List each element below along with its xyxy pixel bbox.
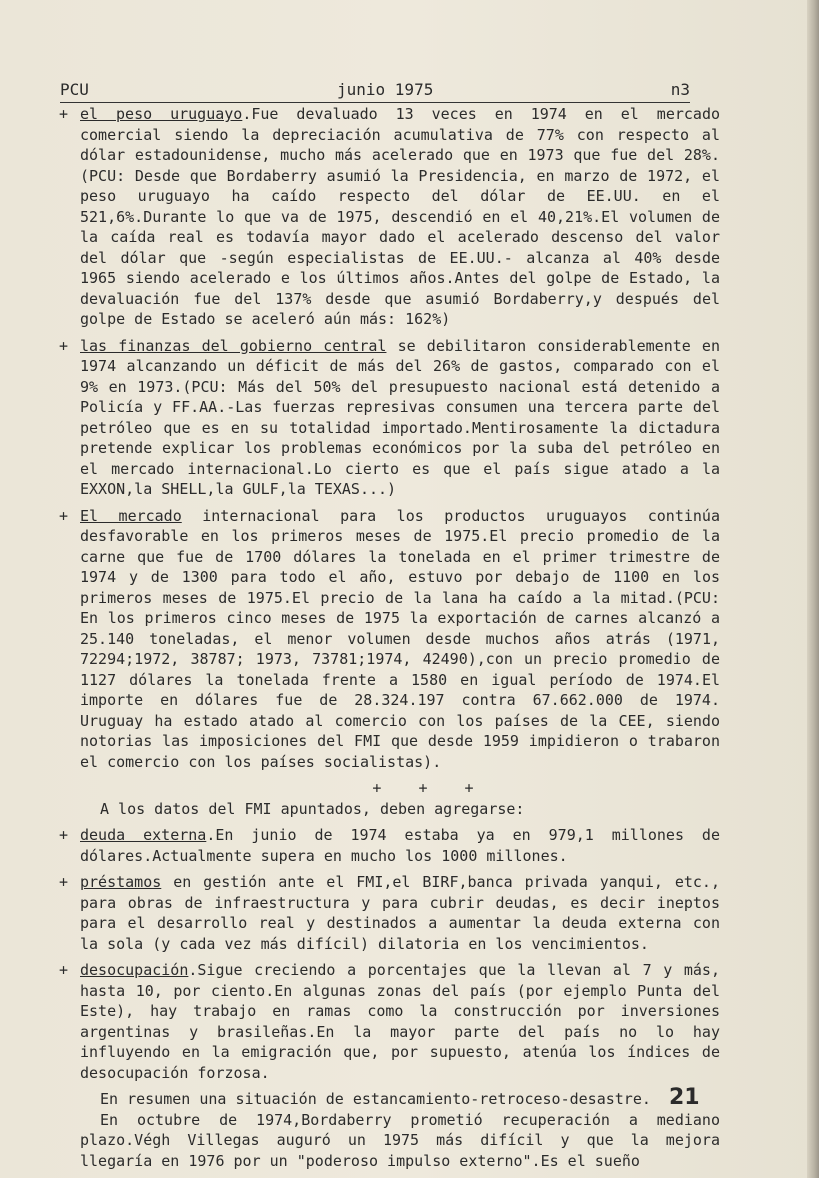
list-item	[59, 104, 720, 330]
item-lead: desocupación	[80, 961, 189, 979]
page-edge	[807, 0, 819, 1178]
closing-line: En resumen una situación de estancamiento-retroceso-desastre.	[100, 1090, 651, 1108]
item-lead: el peso uruguayo	[80, 105, 243, 123]
intro-line: A los datos del FMI apuntados, deben agregarse:	[100, 799, 525, 818]
item-text: se debilitaron considerablemente en 1974 alcanzando un déficit de más del 26% de gastos, comparado con el 9% en 1973.(PCU: Más del 50% del presupuesto nacional está detenido a Policía y FF.AA.-Las fuerzas represivas consumen una tercera parte del petróleo que es en su totalidad importado.Mentirosamente la dictadura pretende explicar los problemas económicos por la suba del petróleo en el mercado internacional.Lo cierto es que el país sigue atado a la EXXON,la SHELL,la GULF,la TEXAS...)	[80, 336, 720, 498]
page-number: 21	[669, 1085, 700, 1110]
bullet-plus: +	[59, 961, 69, 979]
item-lead: préstamos	[80, 873, 162, 891]
item-text: internacional para los productos uruguayos continúa desfavorable en los primeros meses de 1975.El precio promedio de la carne que fue de 1700 dólares la tonelada en el primer trimestre de 1974 y de 1300 para todo el año, estuvo por debajo de 1100 en los primeros meses de 1975.El precio de la lana ha caído a la mitad.(PCU: En los primeros cinco meses de 1975 la exportación de carnes alcanzó a 25.140 toneladas, el menor volumen desde muchos años atrás (1971, 72294;1972, 38787; 1973, 73781;1974, 42490),con un precio promedio de 1127 dólares la tonelada frente a 1580 en igual período de 1974.El importe en dólares fue de 28.324.197 contra 67.662.000 de 1974. Uruguay ha estado atado al comercio con los países de la CEE, siendo notorias las imposiciones del FMI que desde 1959 impidieron o trabaron el comercio con los países socialistas).	[80, 506, 720, 771]
item-lead: las finanzas del gobierno central	[80, 336, 387, 355]
item-text: en gestión ante el FMI,el BIRF,banca privada yanqui, etc., para obras de infraestructura y para cubrir deudas, es decir ineptos para el desarrollo real y destinados a aumentar la deuda externa con la sola (y cada vez más difícil) dilatoria en los vencimientos.	[80, 873, 720, 953]
list-item	[59, 872, 720, 954]
bullet-plus: +	[59, 826, 69, 844]
header-date: junio 1975	[337, 80, 434, 99]
section-separator: + + +	[372, 779, 488, 797]
page-header	[60, 80, 690, 103]
list-item	[59, 506, 720, 773]
item-text: .Sigue creciendo a porcentajes que la llevan al 7 y más, hasta 10, por ciento.En algunas zonas del país (por ejemplo Punta del Este), hay trabajo en ramas como la construcción por inversiones argentinas y brasileñas.En la mayor parte del país no lo hay influyendo en la emigración que, por supuesto, atenúa los índices de desocupación forzosa.	[80, 961, 720, 1082]
header-left: PCU	[60, 80, 89, 99]
list-item	[59, 825, 720, 866]
item-lead: El mercado	[80, 506, 182, 525]
bullet-plus: +	[59, 105, 69, 123]
item-text: .Fue devaluado 13 veces en 1974 en el mercado comercial siendo la depreciación acumulativa de 77% con respecto al dólar estadounidense, mucho más acelerado que en 1973 que fue del 28%.(PCU: Desde que Bordaberry asumió la Presidencia, en marzo de 1972, el peso uruguayo ha caído respecto del dólar de EE.UU. en el 521,6%.Durante lo que va de 1975, descendió en el 40,21%.El volumen de la caída real es todavía mayor dado el acelerado descenso del valor del dólar que -según especialistas de EE.UU.- alcanza al 40% desde 1965 siendo acelerado e los últimos años.Antes del golpe de Estado, la devaluación fue del 137% desde que asumió Bordaberry,y después del golpe de Estado se aceleró aún más: 162%)	[80, 105, 720, 328]
bullet-plus: +	[59, 873, 69, 891]
bullet-plus: +	[59, 336, 69, 355]
bullet-plus: +	[59, 506, 69, 525]
list-item	[59, 960, 720, 1083]
document-body	[59, 104, 720, 1177]
closing-paragraph: En octubre de 1974,Bordaberry prometió recuperación a mediano plazo.Végh Villegas auguró un 1975 más difícil y que la mejora llegaría en 1976 por un "poderoso impulso externo".Es el sueño	[80, 1110, 720, 1170]
header-number: n3	[670, 80, 690, 99]
item-lead: deuda externa	[80, 826, 207, 844]
item-text: .En junio de 1974 estaba ya en 979,1 millones de dólares.Actualmente supera en mucho los 1000 millones.	[80, 826, 720, 865]
list-item	[59, 336, 720, 500]
